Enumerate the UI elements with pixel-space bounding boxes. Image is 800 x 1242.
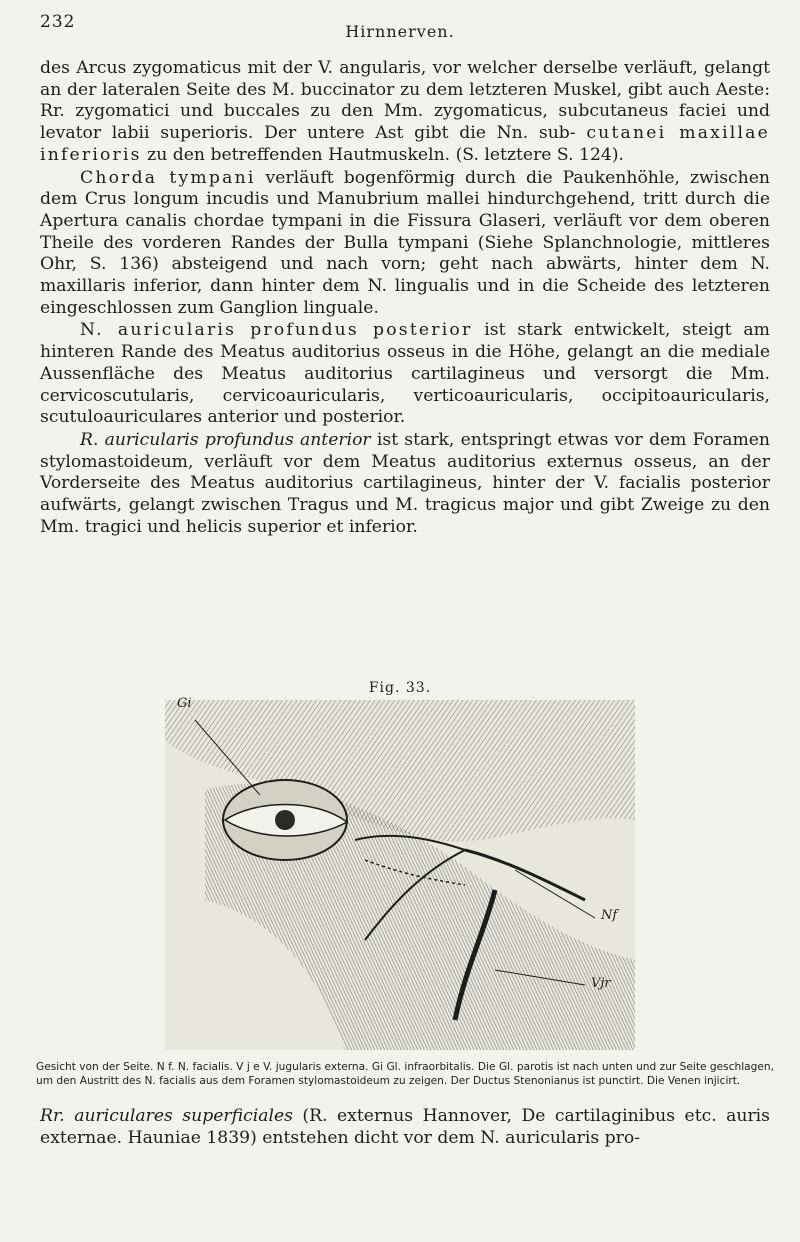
bottom-text	[40, 1106, 770, 1149]
paragraph-3-text: ist stark entwickelt, steigt am hinteren Rande des Meatus auditorius osseus in die Höhe, gelangt an die mediale Aussenfläche des Meatus auditorius cartilagineus und versorgt die Mm. cervicoscutularis, cervicoauricularis, verticoauricularis, occipitoauricularis, scutuloauriculares anterior und posterior.	[40, 320, 770, 428]
paragraph-2-text: verläuft bogenförmig durch die Paukenhöhle, zwischen dem Crus longum incudis und Manubrium mallei hindurchgehend, tritt durch die Apertura canalis chordae tympani in die Fissura Glaseri, verläuft vor dem oberen Theile des vorderen Randes der Bulla tympani (Siehe Splanchnologie, mittleres Ohr, S. 136) absteigend und nach vorn; geht nach abwärts, hinter dem N. maxillaris inferior, dann hinter dem N. lingualis und in die Scheide des letzteren eingeschlossen zum Ganglion linguale.	[40, 167, 770, 318]
figure-drawing	[165, 700, 635, 1050]
running-head: Hirnnerven.	[345, 22, 455, 41]
paragraph-1	[40, 58, 770, 167]
paragraph-2	[40, 168, 770, 320]
figure-label: Fig. 33.	[368, 680, 432, 696]
bottom-paragraph-text: (R. externus Hannover, De cartilaginibus etc. auris externae. Hauniae 1839) entstehen dicht vor dem N. auricularis pro-	[40, 1106, 770, 1148]
callout-nf: Nf	[601, 908, 618, 923]
paragraph-1-end: zu den betreffenden Hautmuskeln. (S. letztere S. 124).	[147, 144, 624, 165]
bottom-lead: Rr. auriculares superficiales	[40, 1106, 293, 1126]
paragraph-4-lead: R. auricularis profundus anterior	[80, 429, 371, 450]
paragraph-4-text: ist stark, entspringt etwas vor dem Foramen stylomastoideum, verläuft vor dem Meatus auditorius externus osseus, an der Vorderseite des Meatus auditorius cartilagineus, hinter der V. facialis posterior aufwärts, gelangt zwischen Tragus und M. tragicus major und gibt Zweige zu den Mm. tragici und helicis superior et inferior.	[40, 429, 770, 537]
paragraph-4	[40, 430, 770, 539]
paragraph-3-lead: N. auricularis profundus posterior	[80, 320, 473, 341]
bottom-paragraph	[40, 1106, 770, 1149]
body-text	[40, 58, 770, 538]
paragraph-1-spaced-term: cutanei maxillae inferioris	[40, 123, 770, 165]
figure-caption: Gesicht von der Seite. N f. N. facialis. V j e V. jugularis externa. Gi Gl. infraorbitalis. Die Gl. parotis ist nach unten und zur Seite geschlagen, um den Austritt des N. facialis aus dem Foramen stylomastoideum zu zeigen. Der Ductus Stenonianus ist punctirt. Die Venen injicirt.	[36, 1061, 774, 1087]
anatomical-figure	[165, 696, 635, 1050]
callout-gi: Gi	[177, 696, 192, 711]
callout-vj: Vjr	[591, 976, 611, 991]
pupil	[275, 810, 295, 830]
paragraph-2-lead: Chorda tympani	[80, 167, 256, 188]
page-number: 232	[40, 12, 76, 32]
paragraph-3	[40, 320, 770, 429]
paragraph-1-text: des Arcus zygomaticus mit der V. angularis, vor welcher derselbe verläuft, gelangt an der lateralen Seite des M. buccinator zu dem letzteren Muskel, gibt auch Aeste: Rr. zygomatici und buccales zu den Mm. zygomaticus, subcutaneus faciei und levator labii superioris. Der untere Ast gibt die Nn. sub-	[40, 58, 770, 144]
